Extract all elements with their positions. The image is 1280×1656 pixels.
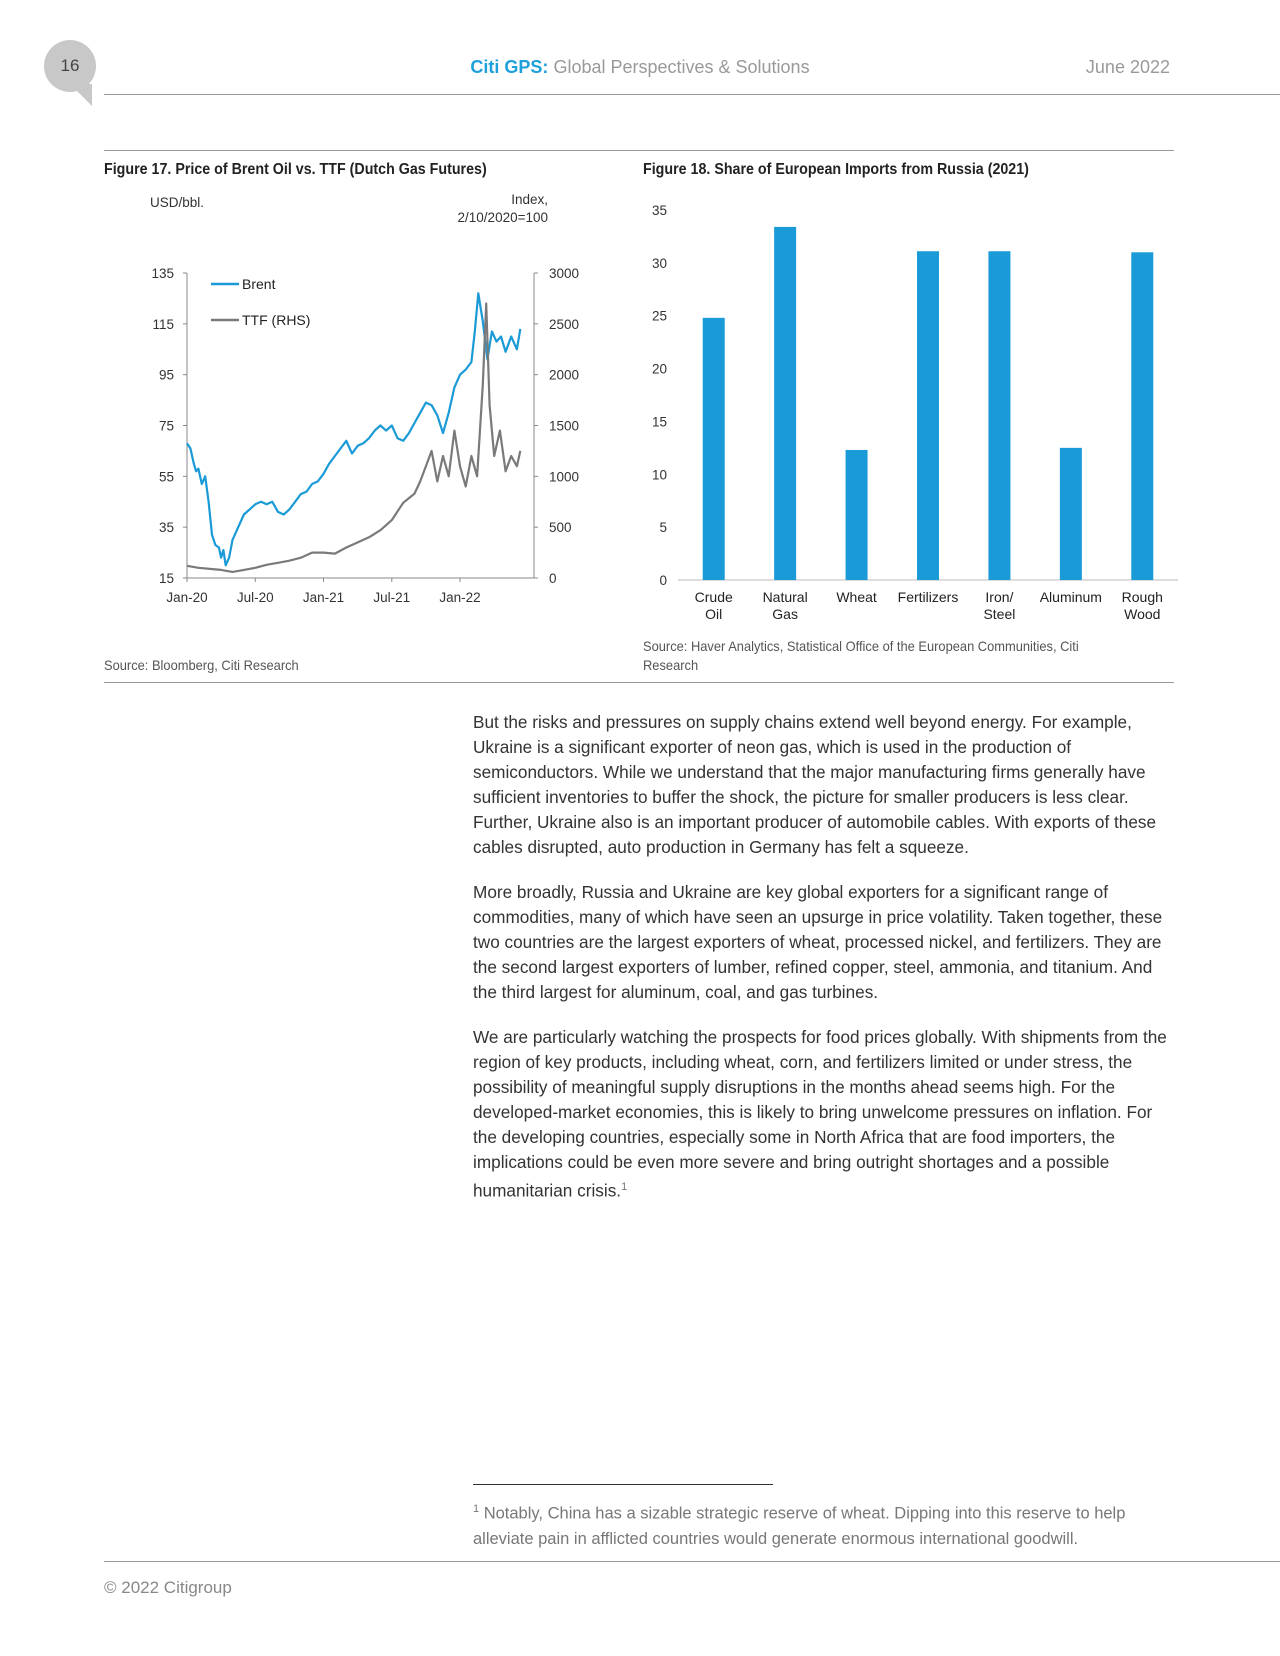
y-tick-label: 20 — [651, 361, 667, 377]
right-tick-label: 2000 — [549, 367, 580, 383]
figure17-title: Figure 17. Price of Brent Oil vs. TTF (Dutch Gas Futures) — [104, 161, 487, 178]
category-label: Crude — [694, 589, 733, 605]
figure18-title: Figure 18. Share of European Imports from Russia (2021) — [643, 161, 1029, 178]
y-tick-label: 30 — [651, 255, 667, 271]
y-tick-label: 10 — [651, 467, 667, 483]
left-axis-label: USD/bbl. — [150, 195, 205, 210]
bar — [774, 227, 796, 580]
category-label: Oil — [705, 606, 723, 622]
bar — [703, 318, 725, 580]
figure17-line-chart — [104, 190, 604, 620]
right-tick-label: 1000 — [549, 469, 580, 485]
publication-subtitle: Global Perspectives & Solutions — [548, 57, 810, 77]
bar — [1131, 252, 1153, 580]
footer-rule — [104, 1561, 1280, 1562]
category-label: Fertilizers — [897, 589, 959, 605]
left-tick-label: 15 — [158, 571, 174, 586]
legend-label: TTF (RHS) — [242, 312, 311, 328]
right-tick-label: 3000 — [549, 266, 580, 281]
left-tick-label: 115 — [152, 316, 174, 332]
y-tick-label: 15 — [651, 414, 667, 430]
category-label: Wheat — [836, 589, 877, 605]
x-tick-label: Jan-22 — [439, 590, 481, 605]
x-tick-label: Jul-20 — [236, 590, 274, 605]
legend-label: Brent — [242, 276, 276, 292]
bar — [988, 251, 1010, 580]
x-tick-label: Jan-21 — [302, 590, 345, 605]
bar — [1060, 448, 1082, 580]
figure18-source: Source: Haver Analytics, Statistical Office of the European Communities, Citi Research — [643, 638, 1079, 673]
category-label: Steel — [983, 606, 1016, 622]
right-tick-label: 0 — [549, 571, 557, 586]
left-tick-label: 135 — [151, 266, 174, 281]
brent-line — [187, 293, 520, 565]
right-tick-label: 1500 — [549, 418, 580, 434]
category-label: Rough — [1121, 589, 1163, 605]
category-label: Aluminum — [1039, 589, 1102, 605]
left-tick-label: 75 — [158, 418, 174, 434]
figures-bottom-rule — [104, 682, 1174, 683]
right-tick-label: 500 — [549, 520, 572, 536]
y-tick-label: 25 — [651, 308, 667, 324]
page-badge-tail — [70, 84, 92, 106]
x-tick-label: Jul-21 — [373, 590, 411, 605]
left-tick-label: 35 — [158, 520, 174, 536]
brand-name: Citi GPS: — [470, 57, 549, 77]
category-label: Natural — [762, 589, 808, 605]
body-paragraph-3-text: We are particularly watching the prospects for food prices globally. With shipments from the region of key products, including wheat, corn, and fertilizers limited or under stress, the possibility of meaningful supply disruptions in the months ahead seems high. For the developed-market economies, this is likely to bring unwelcome pressures on inflation. For the developing countries, especially some in North Africa that are food importers, the implications could be even more severe and bring outright shortages and a possible humanitarian crisis. — [473, 1027, 1167, 1201]
right-axis-label-line: 2/10/2020=100 — [457, 210, 548, 225]
category-label: Wood — [1124, 606, 1161, 622]
body-paragraph-1: But the risks and pressures on supply chains extend well beyond energy. For example, Ukraine is a significant exporter of neon gas, which is used in the production of semiconductors. While we understand that the major manufacturing firms generally have sufficient inventories to buffer the shock, the picture for smaller producers is less clear. Further, Ukraine also is an important producer of automobile cables. With exports of these cables disrupted, auto production in Germany has felt a squeeze. — [473, 712, 1157, 857]
footnote-marker: 1 — [473, 1503, 480, 1515]
right-axis-label-line: Index, — [511, 192, 548, 207]
x-tick-label: Jan-20 — [166, 590, 208, 605]
body-paragraph-2: More broadly, Russia and Ukraine are key global exporters for a significant range of commodities, many of which have seen an upsurge in price volatility. Taken together, these two countries are the largest exporters of wheat, processed nickel, and fertilizers. They are the second largest exporters of lumber, refined copper, steel, ammonia, and titanium. And the third largest for aluminum, coal, and gas turbines. — [473, 882, 1163, 1002]
page-number: 16 — [60, 56, 80, 75]
category-label: Iron/ — [985, 589, 1014, 605]
category-label: Gas — [772, 606, 798, 622]
footnote — [473, 1497, 1173, 1552]
y-tick-label: 5 — [659, 520, 667, 536]
bar — [917, 251, 939, 580]
y-tick-label: 0 — [659, 573, 667, 588]
footnote-separator — [473, 1484, 773, 1485]
footnote-text: Notably, China has a sizable strategic reserve of wheat. Dipping into this reserve to help alleviate pain in afflicted countries would generate enormous international goodwill. — [473, 1504, 1126, 1548]
y-tick-label: 35 — [651, 203, 667, 218]
footnote-reference[interactable]: 1 — [621, 1181, 628, 1193]
header-rule — [104, 94, 1280, 95]
body-text — [473, 710, 1173, 1224]
figures-top-rule — [104, 150, 1174, 151]
left-tick-label: 55 — [158, 469, 174, 485]
copyright: © 2022 Citigroup — [104, 1578, 232, 1597]
bar — [846, 450, 868, 580]
body-paragraph-3 — [473, 1025, 1173, 1204]
figure18-bar-chart — [643, 190, 1183, 630]
publication-date: June 2022 — [1085, 57, 1170, 77]
left-tick-label: 95 — [158, 367, 174, 383]
figure17-source: Source: Bloomberg, Citi Research — [104, 657, 299, 673]
right-tick-label: 2500 — [549, 316, 580, 332]
